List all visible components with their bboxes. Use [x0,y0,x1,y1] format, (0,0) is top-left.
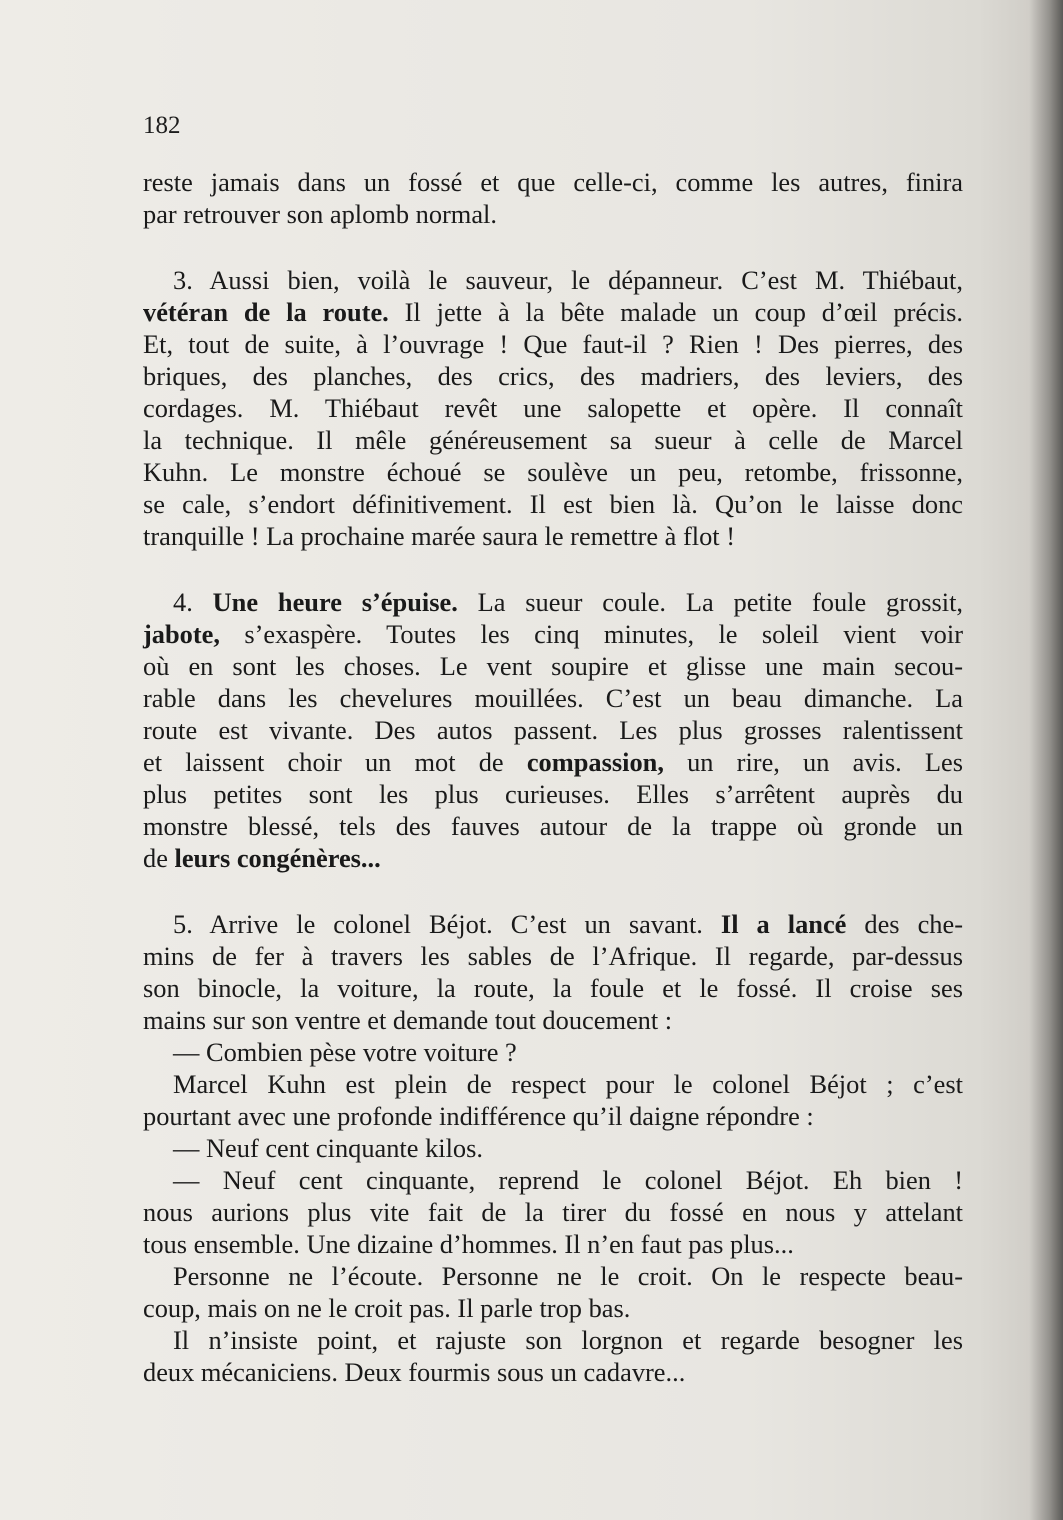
page-number: 182 [143,112,181,139]
text-line: son binocle, la voiture, la route, la foule et le fossé. Il croise ses [143,973,963,1003]
text-line [143,908,963,940]
text-line [143,296,963,328]
text-line: tous ensemble. Une dizaine d’hommes. Il n’en faut pas plus... [143,1229,794,1259]
text-line: la technique. Il mêle généreusement sa sueur à celle de Marcel [143,425,963,455]
page-text [143,166,963,1388]
text-line: plus petites sont les plus curieuses. Elles s’arrêtent auprès du [143,779,963,809]
text-line: Personne ne l’écoute. Personne ne le croit. On le respecte beau- [173,1261,963,1291]
text-line: monstre blessé, tels des fauves autour de la trappe où gronde un [143,811,963,841]
text-span: 4. [173,587,213,617]
text-line: où en sont les choses. Le vent soupire et glisse une main secou- [143,651,963,681]
text-span: un rire, un avis. Les [663,747,963,777]
bold-term: Une heure s’épuise. [212,587,458,617]
text-line: Kuhn. Le monstre échoué se soulève un peu, retombe, frissonne, [143,457,963,487]
paragraph-gap [143,230,963,264]
text-line: mains sur son ventre et demande tout doucement : [143,1005,673,1035]
text-line: se cale, s’endort définitivement. Il est bien là. Qu’on le laisse donc [143,489,963,519]
text-line: rable dans les chevelures mouillées. C’est un beau dimanche. La [143,683,963,713]
dialogue-line: — Neuf cent cinquante kilos. [173,1133,483,1163]
text-span: et laissent choir un mot de [143,747,527,777]
text-line: tranquille ! La prochaine marée saura le remettre à flot ! [143,521,736,551]
text-span: Il jette à la bête malade un coup d’œil précis. [388,297,964,327]
text-line: pourtant avec une profonde indifférence qu’il daigne répondre : [143,1101,814,1131]
page-edge-shadow [1029,0,1063,1520]
text-span: de [143,843,175,873]
dialogue-line: — Combien pèse votre voiture ? [173,1037,517,1067]
text-line [143,586,963,618]
text-line: Il n’insiste point, et rajuste son lorgnon et regarde besogner les [173,1325,963,1355]
text-line: nous aurions plus vite fait de la tirer du fossé en nous y attelant [143,1197,963,1227]
text-line: 3. Aussi bien, voilà le sauveur, le dépanneur. C’est M. Thiébaut, [173,265,963,295]
text-line: cordages. M. Thiébaut revêt une salopette et opère. Il connaît [143,393,963,423]
text-line: reste jamais dans un fossé et que celle-ci, comme les autres, finira [143,167,963,197]
text-line: mins de fer à travers les sables de l’Afrique. Il regarde, par-dessus [143,941,963,971]
text-line: deux mécaniciens. Deux fourmis sous un cadavre... [143,1357,686,1387]
paragraph-gap [143,874,963,908]
text-line: par retrouver son aplomb normal. [143,199,497,229]
text-line: briques, des planches, des crics, des madriers, des leviers, des [143,361,963,391]
text-line [143,746,963,778]
text-line: Marcel Kuhn est plein de respect pour le colonel Béjot ; c’est [173,1069,963,1099]
text-line [143,618,963,650]
text-line: coup, mais on ne le croit pas. Il parle trop bas. [143,1293,631,1323]
text-line: route est vivante. Des autos passent. Les plus grosses ralentissent [143,715,963,745]
text-span: 5. Arrive le colonel Béjot. C’est un savant. [173,909,721,939]
text-span: des che- [846,909,963,939]
bold-term: compassion, [526,747,664,777]
dialogue-line: — Neuf cent cinquante, reprend le colonel Béjot. Eh bien ! [173,1165,963,1195]
bold-term: Il a lancé [720,909,847,939]
text-span: La sueur coule. La petite foule grossit, [457,587,964,617]
bold-term: jabote, [143,619,220,649]
bold-term: vétéran de la route. [143,297,389,327]
text-span: s’exaspère. Toutes les cinq minutes, le soleil vient voir [219,619,963,649]
text-line: Et, tout de suite, à l’ouvrage ! Que faut-il ? Rien ! Des pierres, des [143,329,963,359]
bold-term: leurs congénères... [174,843,381,873]
text-line [143,842,963,874]
paragraph-gap [143,552,963,586]
